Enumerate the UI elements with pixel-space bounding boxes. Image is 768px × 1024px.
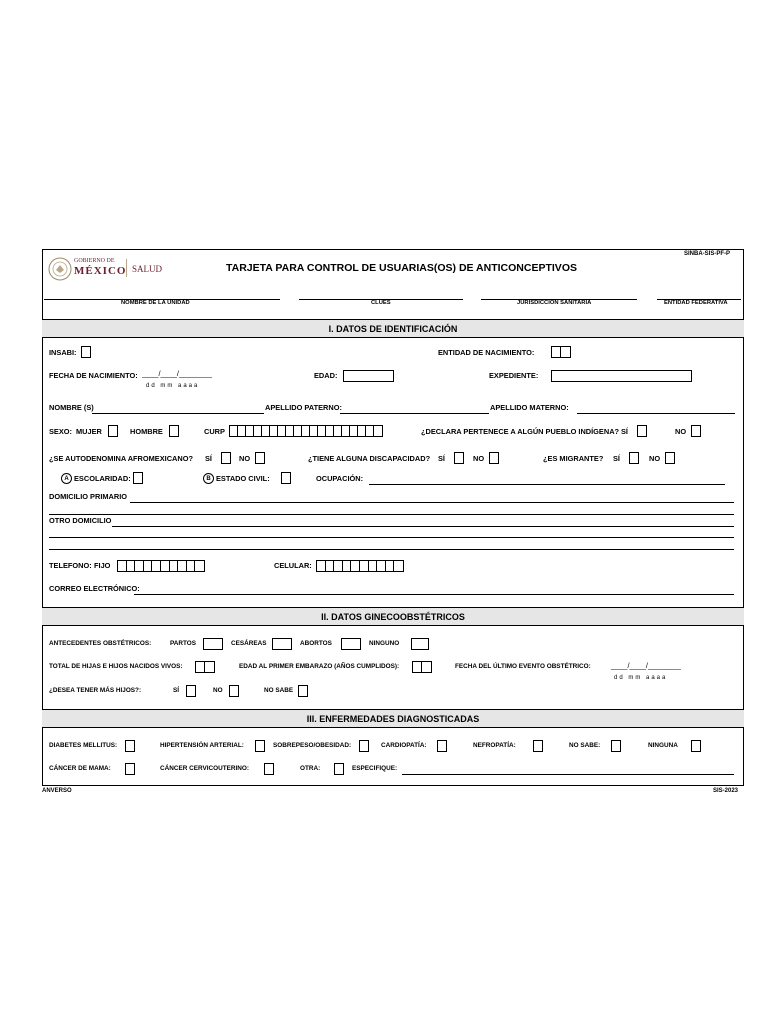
section-diseases: III. ENFERMEDADES DIAGNOSTICADAS [42, 709, 744, 728]
birth-date-input[interactable]: ____/____/________ [142, 369, 212, 378]
state-label: ENTIDAD FEDERATIVA [664, 300, 728, 306]
occupation-input[interactable] [369, 484, 725, 485]
first-pregnancy-age-label: EDAD AL PRIMER EMBARAZO (AÑOS CUMPLIDOS): [239, 663, 400, 670]
nephropathy-label: NEFROPATÍA: [473, 742, 516, 749]
nephropathy-checkbox[interactable] [533, 740, 543, 752]
disease-none-checkbox[interactable] [691, 740, 701, 752]
more-children-question: ¿DESEA TENER MÁS HIJOS?: [49, 687, 142, 694]
other-disease-checkbox[interactable] [334, 763, 344, 775]
unit-name-label: NOMBRE DE LA UNIDAD [121, 300, 190, 306]
none-input[interactable] [411, 638, 429, 650]
diabetes-label: DIABETES MELLITUS: [49, 742, 118, 749]
age-label: EDAD: [314, 371, 338, 380]
maternal-surname-label: APELLIDO MATERNO: [490, 403, 569, 412]
migrant-no-checkbox[interactable] [665, 452, 675, 464]
migrant-no-label: NO [649, 454, 661, 463]
name-input[interactable] [92, 413, 264, 414]
education-label: ESCOLARIDAD: [74, 474, 131, 483]
overweight-checkbox[interactable] [359, 740, 369, 752]
logo-salud: SALUD [132, 264, 163, 274]
logo-gov-line2: MÉXICO [74, 265, 127, 277]
migrant-yes-label: SÍ [613, 454, 620, 463]
footer-side-label: ANVERSO [42, 788, 72, 794]
more-children-unsure-checkbox[interactable] [298, 685, 308, 697]
indigenous-yes-label: SÍ [621, 427, 628, 436]
indigenous-question: ¿DECLARA PERTENECE A ALGÚN PUEBLO INDÍGENA? [421, 427, 620, 436]
paternal-surname-input[interactable] [340, 413, 489, 414]
last-event-date-label: FECHA DEL ÚLTIMO EVENTO OBSTÉTRICO: [455, 663, 591, 670]
disability-question: ¿TIENE ALGUNA DISCAPACIDAD? [308, 454, 431, 463]
cardiopathy-label: CARDIOPATÍA: [381, 742, 427, 749]
diabetes-checkbox[interactable] [125, 740, 135, 752]
more-children-unsure-label: NO SABE [264, 687, 294, 694]
cesareans-label: CESÁREAS [231, 640, 267, 647]
email-input[interactable] [134, 594, 734, 595]
age-input[interactable] [343, 370, 394, 382]
specify-input[interactable] [402, 774, 734, 775]
afro-yes-label: SÍ [205, 454, 212, 463]
eagle-seal-icon [48, 257, 72, 281]
afro-no-checkbox[interactable] [255, 452, 265, 464]
insabi-label: INSABI: [49, 348, 77, 357]
disease-unsure-label: NO SABE: [569, 742, 601, 749]
other-address-input[interactable] [112, 526, 734, 527]
migrant-yes-checkbox[interactable] [629, 452, 639, 464]
paternal-surname-label: APELLIDO PATERNO: [265, 403, 342, 412]
hypertension-label: HIPERTENSIÓN ARTERIAL: [160, 742, 244, 749]
male-checkbox[interactable] [169, 425, 179, 437]
footer-version-label: SIS-2023 [713, 788, 739, 794]
disability-yes-checkbox[interactable] [454, 452, 464, 464]
circle-a-marker: A [61, 473, 72, 484]
mobile-label: CELULAR: [274, 561, 312, 570]
record-input[interactable] [551, 370, 692, 382]
specify-label: ESPECIFIQUE: [352, 765, 398, 772]
overweight-label: SOBREPESO/OBESIDAD: [273, 742, 352, 749]
none-label: NINGUNO [369, 640, 400, 647]
live-births-label: TOTAL DE HIJAS E HIJOS NACIDOS VIVOS: [49, 663, 183, 670]
disease-none-label: NINGUNA [648, 742, 678, 749]
disability-no-checkbox[interactable] [489, 452, 499, 464]
obstetric-history-label: ANTECEDENTES OBSTÉTRICOS: [49, 640, 152, 647]
clues-label: CLUES [371, 300, 391, 306]
occupation-label: OCUPACIÓN: [316, 474, 364, 483]
more-children-yes-label: SÍ [173, 687, 180, 694]
landline-input[interactable] [117, 560, 205, 572]
disease-unsure-checkbox[interactable] [611, 740, 621, 752]
disability-no-label: NO [473, 454, 485, 463]
indigenous-yes-checkbox[interactable] [637, 425, 647, 437]
birth-date-label: FECHA DE NACIMIENTO: [49, 371, 138, 380]
hypertension-checkbox[interactable] [255, 740, 265, 752]
female-label: MUJER [76, 427, 102, 436]
births-label: PARTOS [170, 640, 197, 647]
other-disease-label: OTRA: [300, 765, 321, 772]
circle-b-marker: B [203, 473, 214, 484]
breast-cancer-checkbox[interactable] [125, 763, 135, 775]
jurisdiction-label: JURISDICCION SANITARIA [517, 300, 592, 306]
male-label: HOMBRE [130, 427, 163, 436]
name-label: NOMBRE (S) [49, 403, 94, 412]
last-event-date-hint: dd mm aaaa [614, 675, 668, 681]
maternal-surname-input[interactable] [577, 413, 735, 414]
abortions-input[interactable] [341, 638, 361, 650]
section-obstetric: II. DATOS GINECOOBSTÉTRICOS [42, 607, 744, 626]
more-children-yes-checkbox[interactable] [186, 685, 196, 697]
primary-address-input[interactable] [130, 502, 734, 503]
cervical-cancer-checkbox[interactable] [264, 763, 274, 775]
indigenous-no-label: NO [675, 427, 687, 436]
birth-date-hint: dd mm aaaa [146, 383, 200, 389]
record-label: EXPEDIENTE: [489, 371, 539, 380]
indigenous-no-checkbox[interactable] [691, 425, 701, 437]
education-checkbox[interactable] [133, 472, 143, 484]
insabi-checkbox[interactable] [81, 346, 91, 358]
sex-label: SEXO: [49, 427, 72, 436]
more-children-no-checkbox[interactable] [229, 685, 239, 697]
abortions-label: ABORTOS [300, 640, 332, 647]
logo-gov-line1: GOBIERNO DE [74, 258, 115, 264]
afro-question: ¿SE AUTODENOMINA AFROMEXICANO? [49, 454, 193, 463]
email-label: CORREO ELECTRÓNICO: [49, 584, 140, 593]
curp-label: CURP [204, 427, 225, 436]
cardiopathy-checkbox[interactable] [437, 740, 447, 752]
cervical-cancer-label: CÁNCER CERVICOUTERINO: [160, 765, 250, 772]
breast-cancer-label: CÁNCER DE MAMA: [49, 765, 111, 772]
mobile-input[interactable] [316, 560, 404, 572]
gov-logo [48, 256, 173, 282]
logo-divider [126, 259, 127, 277]
births-input[interactable] [203, 638, 223, 650]
section-identification: I. DATOS DE IDENTIFICACIÓN [42, 319, 744, 338]
phone-label: TELEFONO: [49, 561, 92, 570]
birth-state-input[interactable] [551, 346, 571, 358]
cesareans-input[interactable] [272, 638, 292, 650]
live-births-input[interactable] [195, 661, 215, 673]
form-code: SINBA-SIS-PF-P [684, 251, 731, 257]
curp-input[interactable] [229, 425, 383, 437]
marital-status-label: ESTADO CIVIL: [216, 474, 270, 483]
first-pregnancy-age-input[interactable] [412, 661, 432, 673]
marital-status-checkbox[interactable] [281, 472, 291, 484]
primary-address-label: DOMICILIO PRIMARIO [49, 492, 128, 501]
birth-state-label: ENTIDAD DE NACIMIENTO: [438, 348, 535, 357]
last-event-date-input[interactable]: ____/____/________ [611, 661, 681, 670]
more-children-no-label: NO [213, 687, 223, 694]
migrant-question: ¿ES MIGRANTE? [543, 454, 604, 463]
other-address-label: OTRO DOMICILIO [49, 516, 112, 525]
form-title: TARJETA PARA CONTROL DE USUARIAS(OS) DE ANTICONCEPTIVOS [226, 262, 577, 274]
afro-no-label: NO [239, 454, 251, 463]
afro-yes-checkbox[interactable] [221, 452, 231, 464]
disability-yes-label: SÍ [438, 454, 445, 463]
female-checkbox[interactable] [108, 425, 118, 437]
landline-label: FIJO [94, 561, 111, 570]
